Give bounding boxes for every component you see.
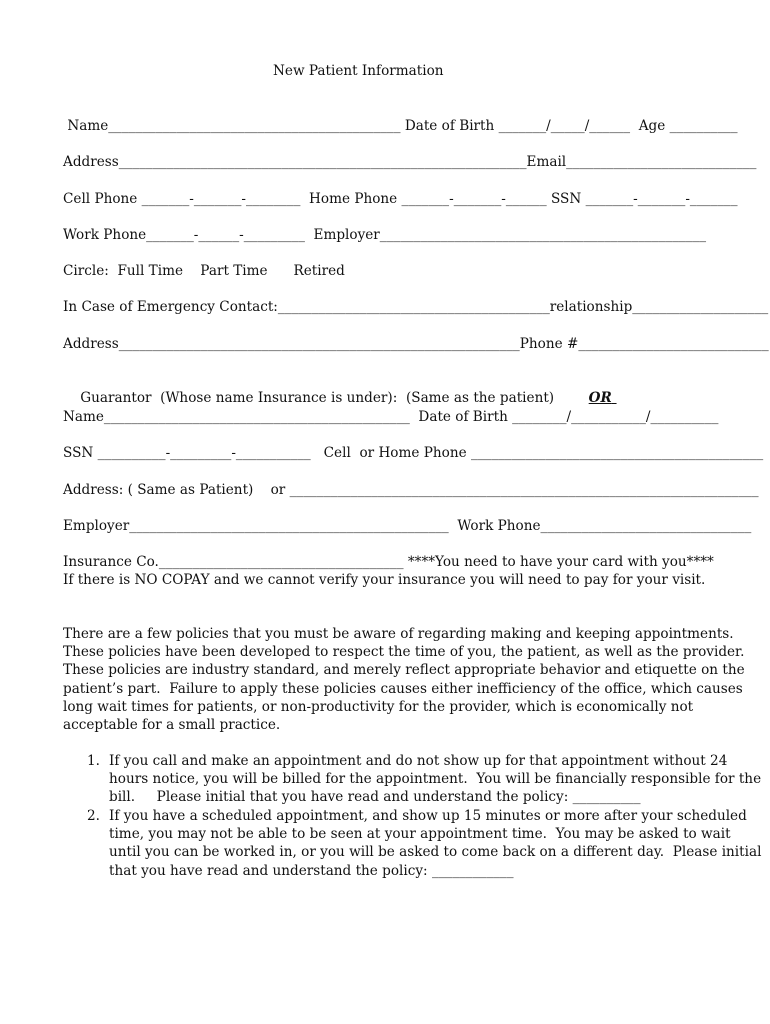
emergency-contact-row[interactable]: In Case of Emergency Contact:________________________________________relationship____________________	[63, 299, 769, 315]
policy-line: until you can be worked in, or you will be asked to come back on a different day. Please initial	[109, 844, 762, 861]
insurance-row[interactable]: Insurance Co.____________________________________ ****You need to have your card with you****	[63, 554, 714, 570]
emergency-address-phone-row[interactable]: Address___________________________________________________________Phone #____________________________	[63, 336, 769, 352]
policy-line: hours notice, you will be billed for the appointment. You will be financially responsible for the	[109, 771, 762, 788]
page-title: New Patient Information	[273, 63, 444, 79]
or-emphasis: OR	[588, 390, 612, 406]
policies-intro	[63, 625, 745, 734]
guarantor-address-row[interactable]: Address: ( Same as Patient) or _____________________________________________________________________	[63, 482, 759, 498]
guarantor-ssn-phone-row[interactable]: SSN __________-_________-___________ Cell or Home Phone ___________________________________________	[63, 445, 764, 461]
policy-intro-line: There are a few policies that you must be aware of regarding making and keeping appointments.	[63, 626, 734, 642]
name-dob-age-row[interactable]: Name___________________________________________ Date of Birth _______/_____/______ Age __________	[63, 118, 738, 134]
policy-line: time, you may not be able to be seen at your appointment time. You may be asked to wait	[109, 826, 731, 843]
employment-status-row[interactable]: Circle: Full Time Part Time Retired	[63, 263, 345, 279]
policy-intro-line: acceptable for a small practice.	[63, 717, 281, 734]
policy-intro-line: These policies are industry standard, and merely reflect appropriate behavior and etiquette on the	[63, 662, 745, 679]
phone-ssn-row[interactable]: Cell Phone _______-_______-________ Home Phone _______-_______-______ SSN _______-_______-_______	[63, 191, 738, 207]
policy-intro-line: long wait times for patients, or non-productivity for the provider, which is economically not	[63, 698, 694, 715]
copay-note: If there is NO COPAY and we cannot verify your insurance you will need to pay for your visit.	[63, 572, 706, 588]
list-number: 1.	[87, 753, 100, 769]
guarantor-label: Guarantor (Whose name Insurance is under): (Same as the patient)	[80, 390, 555, 406]
policy-intro-line: These policies have been developed to respect the time of you, the patient, as well as the provider.	[63, 644, 745, 661]
policy-line: If you have a scheduled appointment, and show up 15 minutes or more after your scheduled	[109, 808, 747, 824]
policy-initial-line[interactable]: that you have read and understand the policy: ____________	[109, 862, 514, 879]
address-email-row[interactable]: Address____________________________________________________________Email____________________________	[63, 154, 757, 170]
list-number: 2.	[87, 808, 100, 824]
policy-line: If you call and make an appointment and do not show up for that appointment without 24	[109, 753, 728, 769]
guarantor-employer-row[interactable]: Employer_______________________________________________ Work Phone_______________________________	[63, 518, 752, 534]
policy-intro-line: patient’s part. Failure to apply these policies causes either inefficiency of the office, which causes	[63, 680, 743, 697]
policy-initial-line[interactable]: bill. Please initial that you have read and understand the policy: __________	[109, 789, 641, 806]
guarantor-name-dob-row[interactable]: Name_____________________________________________ Date of Birth ________/___________/__________	[63, 409, 719, 425]
work-phone-employer-row[interactable]: Work Phone_______-______-_________ Employer________________________________________________	[63, 227, 707, 243]
